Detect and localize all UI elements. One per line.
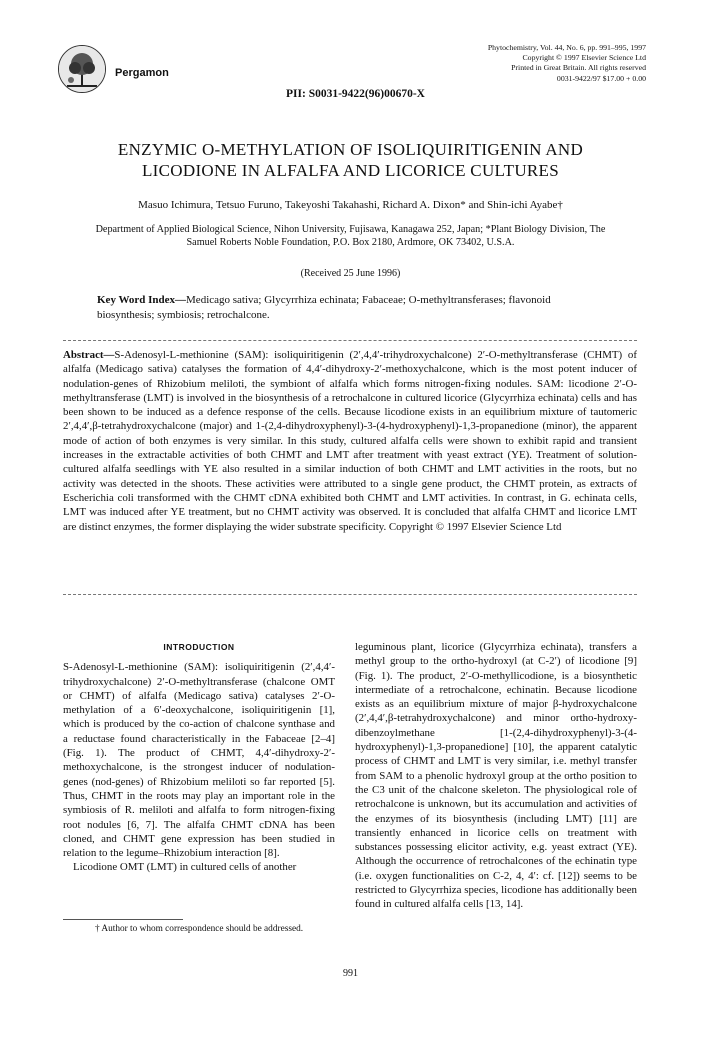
intro-right-column (355, 640, 637, 912)
abstract-bottom-rule (63, 594, 637, 595)
journal-line: 0031-9422/97 $17.00 + 0.00 (556, 73, 646, 83)
elsevier-tree-logo (58, 45, 106, 93)
intro-left-column (63, 642, 335, 875)
footnote-rule (63, 919, 183, 920)
abstract-label: Abstract— (63, 349, 115, 361)
pii-identifier: PII: S0031-9422(96)00670-X (286, 88, 425, 100)
affiliation: Department of Applied Biological Science, Nihon University, Fujisawa, Kanagawa 252, Japan; *Plant Biology Division, The Samuel Roberts Noble Foundation, P.O. Box 2180, Ardmore, OK 73402, U.S.A. (95, 224, 606, 248)
title-line: LICODIONE IN ALFALFA AND LICORICE CULTURES (142, 161, 559, 180)
page-number: 991 (343, 968, 358, 979)
footnote: † Author to whom correspondence should be addressed. (94, 924, 304, 934)
article-title (60, 139, 641, 181)
journal-line: Phytochemistry, Vol. 44, No. 6, pp. 991–995, 1997 (487, 43, 646, 52)
section-heading: INTRODUCTION (163, 642, 235, 652)
author-list: Masuo Ichimura, Tetsuo Furuno, Takeyoshi Takahashi, Richard A. Dixon* and Shin-ichi Ayabe† (138, 199, 563, 211)
keyword-index (97, 293, 609, 322)
abstract-text: S-Adenosyl-L-methionine (SAM): isoliquiritigenin (2′,4,4′-trihydroxychalcone) 2′-O-methyltransferase (CHMT) of alfalfa (Medicago sativa) catalyses the formation of 4,4′-dihydroxy-2′-methoxychalcone, which is the most potent inducer of nodulation-genes of Rhizobium meliloti, the symbiont of alfalfa which forms nitrogen-fixing nodules. SAM: licodione 2′-O-methyltransferase (LMT) is involved in the biosynthesis of a retrochalcone in cultured licorice (Glycyrrhiza echinata) cells and has been shown to be induced as a defence response of the cells. Because licodione exists in an equilibrium mixture of tautomeric 2′,4,4′,β-tetrahydroxychalcone (major) and 1-(2,4-dihydroxyphenyl)-3-(4-hydroxyphenyl)-1,3-propanedione (minor), the apparent mode of action of both enzymes is very similar. In this study, cultured alfalfa cells were shown to exhibit rapid and transient increases in the extractable activities of both CHMT and LMT after treatment with yeast extract (YE). Treatment of solution-cultured alfalfa seedlings with YE also resulted in a similar induction of both CHMT and LMT activities in the roots, but no activity was detected in the shoots. These activities were attributed to a single gene product, the CHMT protein, as extracts of Escherichia coli transformed with the CHMT cDNA exhibited both CHMT and LMT activities. In contrast, in G. echinata cells, LMT was induced after YE treatment, but no CHMT activity was observed. It is concluded that alfalfa CHMT and licorice LMT are distinct enzymes, the former displaying the wider substrate specificity. Copyright © 1997 Elsevier Science Ltd (63, 349, 637, 533)
received-date: (Received 25 June 1996) (300, 268, 401, 279)
abstract (63, 348, 637, 534)
publisher-name: Pergamon (115, 67, 169, 79)
journal-line: Printed in Great Britain. All rights reserved (511, 63, 646, 73)
keywords-label: Key Word Index— (97, 294, 187, 306)
intro-paragraph: S-Adenosyl-L-methionine (SAM): isoliquiritigenin (2′,4,4′-trihydroxychalcone) 2′-O-methyltransferase (chalcone OMT or CHMT) of alfalfa (Medicago sativa) catalyses 2′-O-methylation of a 6′-deoxychalcone, isoliquiritigenin [1], which is produced by the co-action of chalcone synthase and a reductase found characteristically in the Fabaceae [2–4] (Fig. 1). The product of CHMT, 4,4′-dihydroxy-2′-methoxychalcone, is the strongest inducer of nodulation-genes (nod-genes) of Rhizobium meliloti so far reported [5]. Thus, CHMT in the roots may play an important role in the symbiosis of R. meliloti and alfalfa to form nitrogen-fixing root nodules [6, 7]. The alfalfa CHMT cDNA has been cloned, and CHMT gene expression has been studied in relation to the legume–Rhizobium interaction [8]. (63, 661, 335, 860)
journal-citation (386, 43, 646, 84)
keywords-text: Medicago sativa; Glycyrrhiza echinata; Fabaceae; O-methyltransferases; flavonoid biosynthesis; symbiosis; retrochalcone. (97, 294, 551, 321)
title-line: ENZYMIC O-METHYLATION OF ISOLIQUIRITIGENIN AND (117, 140, 584, 159)
intro-paragraph: leguminous plant, licorice (Glycyrrhiza echinata), transfers a methyl group to the ortho-hydroxyl (at C-2′) of licodione [9] (Fig. 1). The product, 2′-O-methyllicodione, is a biosynthetic intermediate of a retrochalcone, echinatin. Because licodione exists as an equilibrium mixture of major β-hydroxychalcone (2′,4,4′,β-tetrahydroxychalcone) and minor ortho-hydroxy-dibenzoylmethane [1-(2,4-dihydroxyphenyl)-3-(4-hydroxyphenyl)-1,3-propanedione] [10], the apparent catalytic process of CHMT and LMT is very similar, i.e. methyl transfer from SAM to a phenolic hydroxyl group at the ortho position to the C3 unit of the chalcone skeleton. The physiological role of retrochalcone is unknown, but its accumulation and activities of the enzymes of its biosynthesis (including LMT) [11] are transiently enhanced in licorice cells on treatment with substances possessing elicitor activity, e.g. yeast extract (YE). Although the occurrence of retrochalcones of the echinatin type (i.e. oxygen functionalities on C-2, 4, 4′: cf. [12]) seems to be restricted to Glycyrrhiza species, licodione has additionally been found in cultured alfalfa cells [13, 14]. (355, 641, 637, 911)
abstract-top-rule (63, 340, 637, 341)
intro-paragraph: Licodione OMT (LMT) in cultured cells of another (73, 861, 297, 874)
journal-line: Copyright © 1997 Elsevier Science Ltd (522, 53, 646, 63)
